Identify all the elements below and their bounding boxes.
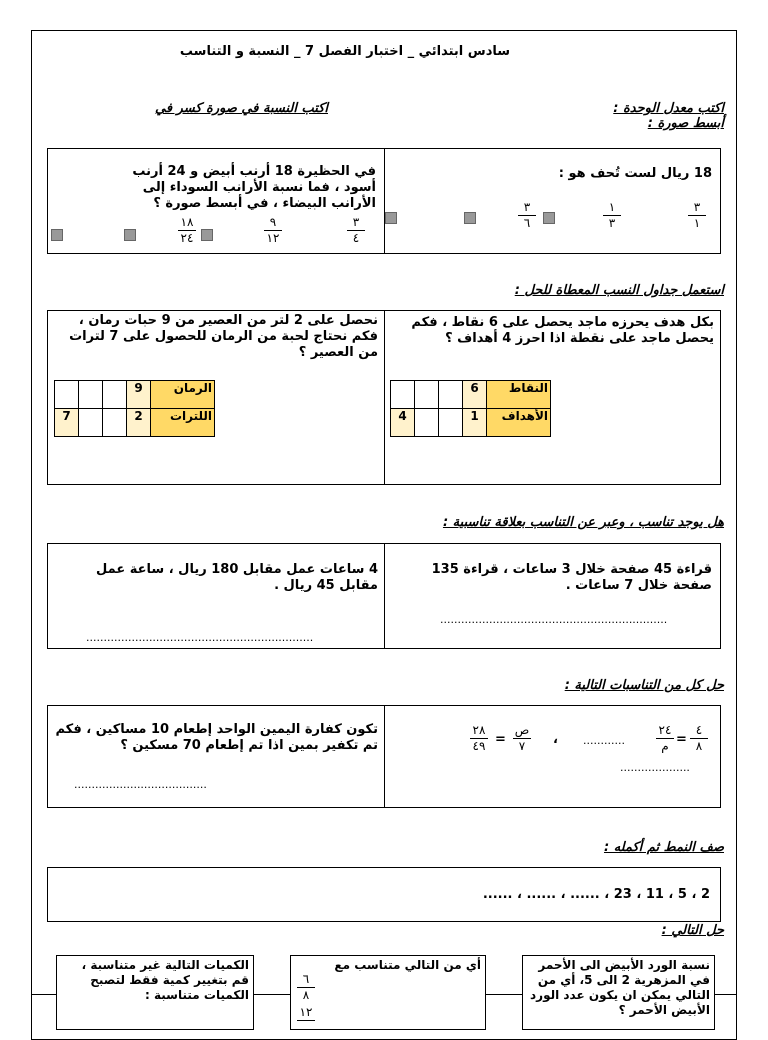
- section3-divider: [384, 544, 385, 648]
- heading-right-line2: أبسط صورة :: [647, 116, 724, 131]
- card-roses-text: نسبة الورد الأبيض الى الأحمر في المزهرية 2 الى 5، أي من التالي يمكن ان يكون عدد الورد الأبيض الأحمر ؟: [530, 958, 710, 1017]
- frac-den: ٤٩: [472, 739, 486, 753]
- frac-num: ١٢: [299, 1005, 313, 1019]
- answer-line[interactable]: ......................................: [74, 778, 207, 791]
- eq1-frac-a: [688, 724, 710, 753]
- table-cell[interactable]: [415, 381, 439, 409]
- section6-heading: حل التالي :: [661, 923, 724, 938]
- table-cell[interactable]: [439, 409, 463, 437]
- eq-separator: ،: [553, 732, 558, 747]
- eq-answer-line[interactable]: ....................: [620, 761, 690, 774]
- pattern-sequence[interactable]: 2 ، 5 ، 11 ، 23 ، ...... ، ...... ، ......: [482, 887, 710, 902]
- option-checkbox[interactable]: [124, 229, 136, 241]
- section3-right-question: قراءة 45 صفحة خلال 3 ساعات ، قراءة 135 صفحة خلال 7 ساعات .: [431, 562, 712, 593]
- section1-right-question: 18 ريال لست تُحف هو :: [558, 166, 712, 181]
- frac-den: ٢٤: [180, 231, 194, 245]
- table-cell[interactable]: [103, 381, 127, 409]
- answer-line[interactable]: .................................................................: [440, 613, 668, 626]
- frac-num: ص: [514, 723, 530, 737]
- section1-left-question: في الحظيرة 18 أرنب أبيض و 24 أرنب أسود ، فما نسبة الأرانب السوداء إلى الأرانب البيضاء ، في أبسط صورة ؟: [132, 164, 376, 211]
- card-frac-1: [295, 973, 317, 1002]
- eq2-frac-a: [511, 724, 533, 753]
- section1-heading-left: اكتب النسبة في صورة كسر في: [154, 101, 328, 116]
- section5-heading: صف النمط ثم أكمله :: [603, 840, 724, 855]
- table-cell[interactable]: [55, 381, 79, 409]
- section4-box: [47, 705, 721, 808]
- card-proportional: [290, 955, 486, 1030]
- frac-den: ٦: [523, 216, 531, 230]
- left-option-3: [176, 216, 198, 245]
- option-checkbox[interactable]: [201, 229, 213, 241]
- section2-heading: استعمل جداول النسب المعطاة للحل :: [514, 283, 724, 298]
- table-header-liters: اللترات: [151, 409, 215, 437]
- frac-den: م: [661, 739, 669, 753]
- frac-den: ٨: [695, 739, 703, 753]
- frac-den: ١: [693, 216, 701, 230]
- eq1-answer[interactable]: ............: [583, 734, 625, 747]
- right-ratio-table: [390, 380, 551, 437]
- eq1-frac-b: [654, 724, 676, 753]
- table-cell: 1: [463, 409, 487, 437]
- section4-heading: حل كل من التناسبات التالية :: [564, 678, 724, 693]
- frac-den: ٧: [518, 739, 526, 753]
- card-quantities-text: الكميات التالية غير متناسبة ، قم بتغيير كمية فقط لتصبح الكميات متناسبة :: [81, 958, 249, 1002]
- eq2-frac-b: [468, 724, 490, 753]
- table-cell[interactable]: [439, 381, 463, 409]
- section2-divider: [384, 311, 385, 484]
- frac-num: ١٨: [180, 215, 194, 229]
- section2-left-question: نحصل على 2 لتر من العصير من 9 حبات رمان ، فكم نحتاج لحبة من الرمان للحصول على 7 لترات من العصير ؟: [69, 313, 378, 360]
- option-checkbox[interactable]: [543, 212, 555, 224]
- table-cell: 6: [463, 381, 487, 409]
- option-checkbox[interactable]: [464, 212, 476, 224]
- frac-num: ١: [608, 200, 616, 214]
- table-cell[interactable]: [391, 381, 415, 409]
- frac-den: ٨: [302, 988, 310, 1002]
- section3-box: [47, 543, 721, 649]
- frac-num: ٣: [352, 215, 360, 229]
- frac-den: ٤: [352, 231, 360, 245]
- frac-num: ٢٤: [658, 723, 672, 737]
- section4-left-question: تكون كفارة اليمين الواحد إطعام 10 مساكين ، فكم تم تكفير بمين اذا تم إطعام 70 مسكين ؟: [55, 722, 378, 753]
- right-option-1: [686, 201, 708, 230]
- section2-right-question: بكل هدف يحرزه ماجد يحصل على 6 نقاط ، فكم يحصل ماجد على نقطة اذا احرز 4 أهداف ؟: [411, 315, 714, 346]
- card-proportional-text: أي من التالي متناسب مع: [334, 958, 481, 972]
- table-header-points: النقاط: [487, 381, 551, 409]
- table-cell[interactable]: [79, 409, 103, 437]
- section1-box: [47, 148, 721, 254]
- table-cell: 7: [55, 409, 79, 437]
- heading-right-line1: اكتب معدل الوحدة :: [613, 101, 724, 116]
- left-option-1: [345, 216, 367, 245]
- option-checkbox[interactable]: [385, 212, 397, 224]
- table-cell[interactable]: [103, 409, 127, 437]
- section1-heading-right: [560, 101, 724, 131]
- table-header-goals: الأهداف: [487, 409, 551, 437]
- answer-line[interactable]: .................................................................: [86, 631, 314, 644]
- table-cell[interactable]: [79, 381, 103, 409]
- frac-den: ٣: [608, 216, 616, 230]
- frac-num: ٣: [693, 200, 701, 214]
- frac-num: ٢٨: [472, 723, 486, 737]
- card-quantities: [56, 955, 254, 1030]
- frac-num: ٦: [302, 972, 310, 986]
- option-checkbox[interactable]: [51, 229, 63, 241]
- card-frac-2: [295, 1006, 317, 1022]
- section1-divider: [384, 149, 385, 253]
- frac-num: ٤: [695, 723, 703, 737]
- card-roses: [522, 955, 715, 1030]
- section4-divider: [384, 706, 385, 807]
- eq1-equals: =: [676, 732, 687, 747]
- eq2-equals: =: [495, 732, 506, 747]
- right-option-3: [516, 201, 538, 230]
- frac-num: ٩: [269, 215, 277, 229]
- page-title: سادس ابتدائي _ اختبار الفصل 7 _ النسبة و التناسب: [179, 44, 511, 59]
- table-cell: 9: [127, 381, 151, 409]
- section5-box: [47, 867, 721, 922]
- right-option-2: [601, 201, 623, 230]
- table-cell[interactable]: [415, 409, 439, 437]
- left-ratio-table: [54, 380, 215, 437]
- left-option-2: [262, 216, 284, 245]
- frac-bar: [297, 1020, 315, 1021]
- table-cell: 2: [127, 409, 151, 437]
- table-header-pomegranates: الرمان: [151, 381, 215, 409]
- frac-den: ١٢: [266, 231, 280, 245]
- section3-heading: هل يوجد تناسب ، وعبر عن التناسب بعلاقة تناسبية :: [442, 515, 724, 530]
- section2-box: [47, 310, 721, 485]
- section3-left-question: 4 ساعات عمل مقابل 180 ريال ، ساعة عمل مقابل 45 ريال .: [96, 562, 378, 593]
- table-cell: 4: [391, 409, 415, 437]
- frac-num: ٣: [523, 200, 531, 214]
